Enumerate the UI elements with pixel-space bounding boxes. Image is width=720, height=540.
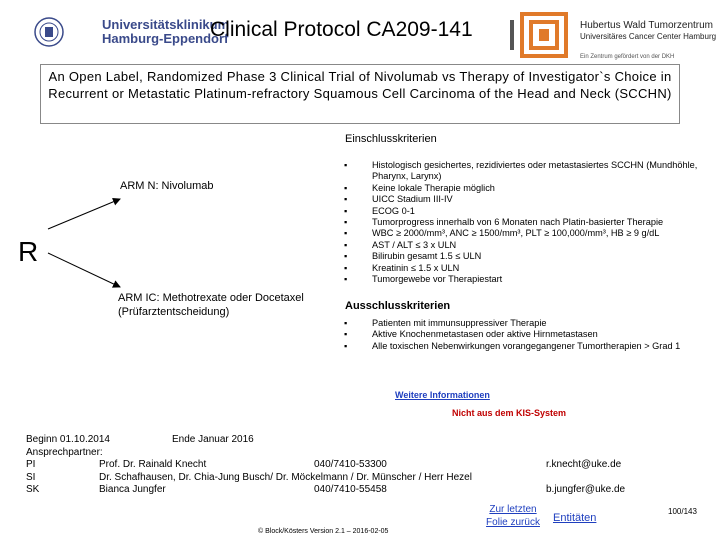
- start-date: Beginn 01.10.2014: [26, 434, 110, 445]
- back-to-last-slide-link[interactable]: Zur letzten Folie zurück: [486, 504, 540, 528]
- study-title-box: An Open Label, Randomized Phase 3 Clinical Trial of Nivolumab vs Therapy of Investigator`s Choice in Recurrent or Metastatic Platinum-refractory Squamous Cell Carcinoma of the Head and Neck (SCCHN): [40, 64, 680, 124]
- randomization-label: R: [18, 236, 39, 267]
- list-item: ▪ ECOG 0-1: [344, 205, 415, 216]
- arm-ic-label: ARM IC: Methotrexate oder Docetaxel (Prüfarztentscheidung): [118, 292, 304, 318]
- list-item: ▪ UICC Stadium III-IV: [344, 194, 453, 205]
- list-item: ▪ Histologisch gesichertes, rezidiviertes oder metastasiertes SCCHN (Mundhöhle, Pharynx, Larynx): [344, 160, 698, 182]
- page-number: 100/143: [668, 507, 697, 516]
- inclusion-heading: Einschlusskriterien: [345, 133, 437, 145]
- arm-n-label: ARM N: Nivolumab: [120, 180, 214, 192]
- list-item: ▪ Patienten mit immunsuppressiver Therapie: [344, 318, 547, 328]
- uke-logo: [34, 14, 230, 52]
- more-info-link[interactable]: Weitere Informationen: [395, 390, 490, 400]
- hwtz-logo: [518, 10, 717, 70]
- list-item: ▪ Bilirubin gesamt 1.5 ≤ ULN: [344, 251, 482, 262]
- entities-link[interactable]: Entitäten: [553, 512, 597, 524]
- randomization-arrows: [40, 195, 130, 305]
- hwtz-name: Hubertus Wald Tumorzentrum Universitäres Cancer Center Hamburg: [580, 20, 717, 41]
- list-item: ▪ Tumorprogress innerhalb von 6 Monaten nach Platin-basierter Therapie: [344, 217, 664, 228]
- list-item: ▪ Keine lokale Therapie möglich: [344, 182, 495, 193]
- uke-logo-text: Universitätsklinikum Hamburg-Eppendorf: [102, 17, 230, 46]
- list-item: ▪ Tumorgewebe vor Therapiestart: [344, 274, 503, 285]
- divider: [510, 20, 514, 50]
- page-title: Clinical Protocol CA209-141: [210, 18, 473, 41]
- list-item: ▪ AST / ALT ≤ 3 x ULN: [344, 239, 457, 250]
- inclusion-list: [340, 160, 720, 285]
- university-seal-icon: [34, 14, 64, 50]
- list-item: ▪ Alle toxischen Nebenwirkungen vorangegangener Tumortherapien > Grad 1: [344, 340, 681, 351]
- email-link[interactable]: b.jungfer@uke.de: [546, 484, 626, 495]
- exclusion-heading: Ausschlusskriterien: [345, 300, 451, 312]
- partners-label: Ansprechpartner:: [26, 446, 103, 458]
- list-item: ▪ Aktive Knochenmetastasen oder aktive Hirnmetastasen: [344, 329, 598, 340]
- list-item: ▪ WBC ≥ 2000/mm³, ANC ≥ 1500/mm³, PLT ≥ 100,000/mm³, HB ≥ 9 g/dL: [344, 228, 660, 239]
- email-link[interactable]: r.knecht@uke.de: [546, 459, 622, 470]
- not-in-kis-note: Nicht aus dem KIS-System: [452, 408, 567, 418]
- arrow-to-arm-n: [48, 199, 120, 229]
- footer-version: © Block/Kösters Version 2.1 – 2016-02-05: [258, 528, 389, 535]
- hwtz-footnote: Ein Zentrum gefördert von der DKH: [580, 54, 675, 60]
- list-item: ▪ Kreatinin ≤ 1.5 x ULN: [344, 262, 460, 273]
- cancer-center-logo-icon: [518, 10, 574, 60]
- exclusion-list: [340, 318, 720, 352]
- end-date: Ende Januar 2016: [172, 434, 254, 445]
- arrow-to-arm-ic: [48, 253, 120, 287]
